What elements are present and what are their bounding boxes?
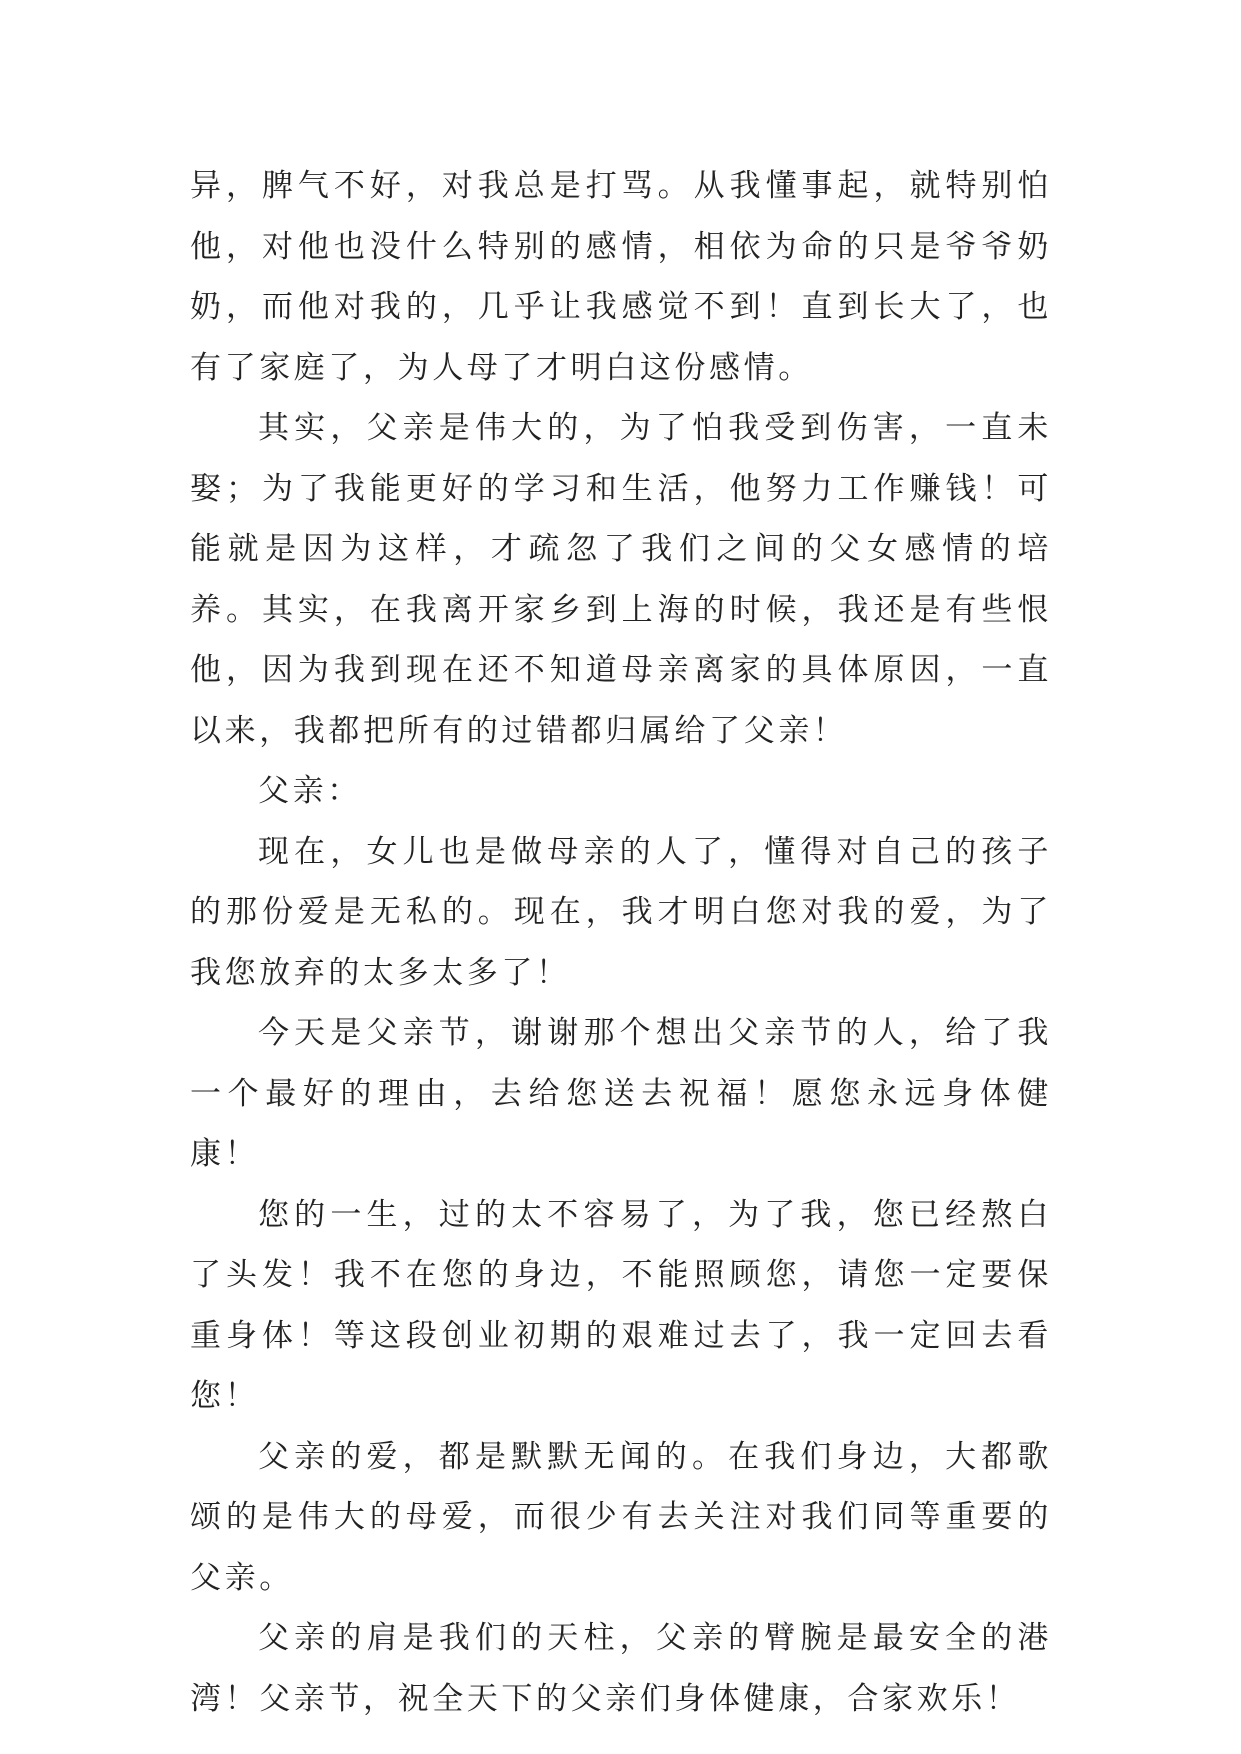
document-body (190, 156, 1052, 1729)
paragraph-8: 父亲的肩是我们的天柱，父亲的臂腕是最安全的港湾！父亲节，祝全天下的父亲们身体健康，合家欢乐！ (190, 1620, 1052, 1717)
paragraph-7: 父亲的爱，都是默默无闻的。在我们身边，大都歌颂的是伟大的母爱，而很少有去关注对我们同等重要的父亲。 (190, 1438, 1052, 1596)
paragraph-4: 现在，女儿也是做母亲的人了，懂得对自己的孩子的那份爱是无私的。现在，我才明白您对我的爱，为了我您放弃的太多太多了！ (190, 833, 1052, 991)
paragraph-1: 异，脾气不好，对我总是打骂。从我懂事起，就特别怕他，对他也没什么特别的感情，相依为命的只是爷爷奶奶，而他对我的，几乎让我感觉不到！直到长大了，也有了家庭了，为人母了才明白这份感情。 (190, 168, 1052, 386)
paragraph-6: 您的一生，过的太不容易了，为了我，您已经熬白了头发！我不在您的身边，不能照顾您，请您一定要保重身体！等这段创业初期的艰难过去了，我一定回去看您！ (190, 1196, 1052, 1414)
paragraph-2: 其实，父亲是伟大的，为了怕我受到伤害，一直未娶；为了我能更好的学习和生活，他努力工作赚钱！可能就是因为这样，才疏忽了我们之间的父女感情的培养。其实，在我离开家乡到上海的时候，我还是有些恨他，因为我到现在还不知道母亲离家的具体原因，一直以来，我都把所有的过错都归属给了父亲！ (190, 410, 1052, 749)
paragraph-salutation: 父亲： (258, 773, 362, 809)
paragraph-5: 今天是父亲节，谢谢那个想出父亲节的人，给了我一个最好的理由，去给您送去祝福！愿您永远身体健康！ (190, 1015, 1052, 1172)
